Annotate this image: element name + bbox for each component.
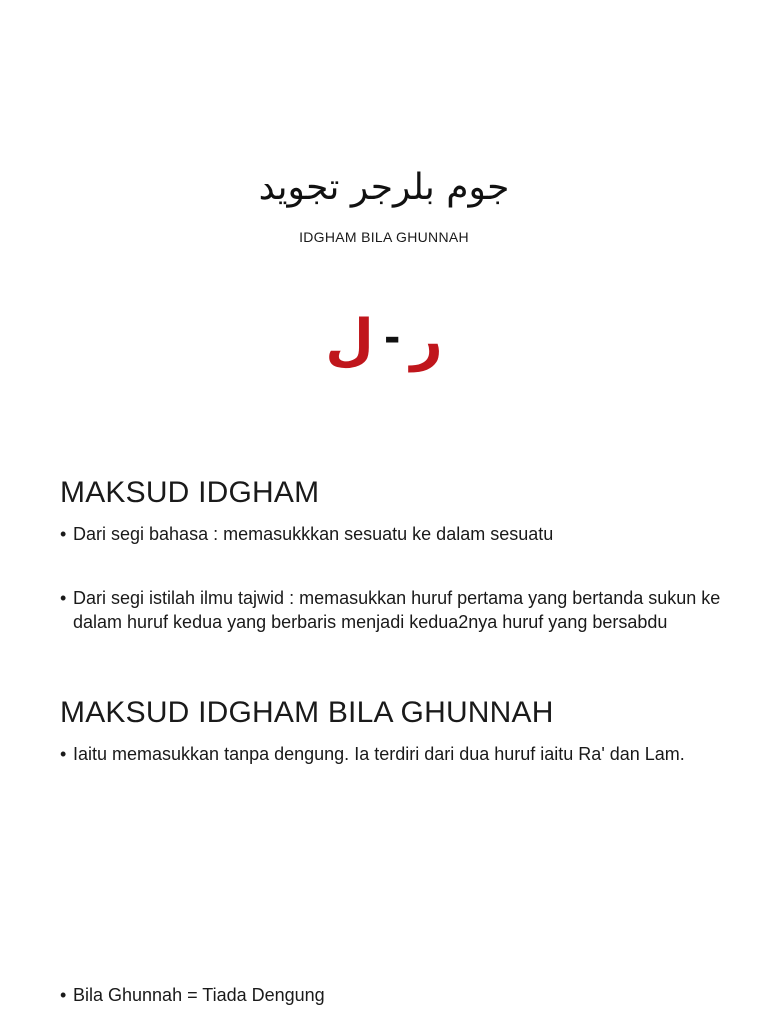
- heading-maksud-idgham-bila-ghunnah: MAKSUD IDGHAM BILA GHUNNAH: [60, 696, 554, 729]
- bullet-bahasa: [60, 522, 723, 546]
- bullet-dot: •: [60, 985, 67, 1005]
- subtitle: IDGHAM BILA GHUNNAH: [299, 229, 469, 245]
- letter-ra: ر: [410, 308, 443, 373]
- bullet-text: Iaitu memasukkan tanpa dengung. Ia terdiri dari dua huruf iaitu Ra' dan Lam.: [73, 744, 685, 764]
- letter-separator: -: [383, 315, 401, 361]
- bullet-text: Bila Ghunnah = Tiada Dengung: [73, 985, 325, 1005]
- bullet-text: Dari segi bahasa : memasukkkan sesuatu ke dalam sesuatu: [73, 524, 554, 544]
- bullet-istilah: [60, 586, 723, 634]
- bullet-dot: •: [60, 524, 67, 544]
- bullet-bila-ghunnah: [60, 983, 723, 1007]
- bullet-dot: •: [60, 744, 67, 764]
- letters-row: [0, 298, 768, 381]
- heading-maksud-idgham: MAKSUD IDGHAM: [60, 476, 320, 509]
- letter-lam: ل: [325, 308, 374, 373]
- bullet-iaitu: [60, 742, 723, 766]
- arabic-title: جوم بلرجر تجويد: [258, 167, 510, 208]
- bullet-text: Dari segi istilah ilmu tajwid : memasukkan huruf pertama yang bertanda sukun ke dalam huruf kedua yang berbaris menjadi kedua2nya huruf yang bersabdu: [73, 588, 721, 632]
- bullet-dot: •: [60, 588, 67, 608]
